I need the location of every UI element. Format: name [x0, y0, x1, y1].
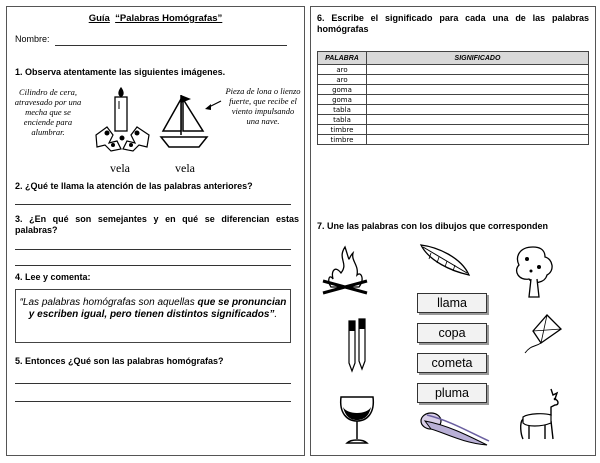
- question-3: 3. ¿En qué son semejantes y en qué se diferencian estas palabras?: [15, 214, 299, 235]
- answer-line-3a[interactable]: [15, 249, 291, 250]
- title-prefix: Guía: [88, 13, 110, 24]
- table-row: [318, 105, 589, 115]
- table-word: tabla: [318, 105, 367, 115]
- word-card-llama[interactable]: llama: [417, 293, 487, 313]
- question-6: 6. Escribe el significado para cada una de las palabras homógrafas: [317, 13, 589, 34]
- table-row: [318, 65, 589, 75]
- meaning-table: [317, 51, 589, 145]
- table-word: goma: [318, 95, 367, 105]
- answer-line-3b[interactable]: [15, 265, 291, 266]
- kite-icon[interactable]: [519, 311, 565, 357]
- meaning-cell[interactable]: [367, 135, 589, 145]
- table-row: [318, 75, 589, 85]
- table-header-word: PALABRA: [318, 52, 367, 65]
- table-word: tabla: [318, 115, 367, 125]
- table-word: timbre: [318, 125, 367, 135]
- table-word: timbre: [318, 135, 367, 145]
- llama-icon[interactable]: [511, 385, 567, 443]
- meaning-cell[interactable]: [367, 75, 589, 85]
- title-text: “Palabras Homógrafas”: [115, 13, 223, 24]
- question-7: 7. Une las palabras con los dibujos que corresponden: [317, 221, 549, 231]
- question-5: 5. Entonces ¿Qué son las palabras homógrafas?: [15, 356, 224, 366]
- worksheet-right-panel: [310, 6, 596, 456]
- table-row: [318, 115, 589, 125]
- table-row: [318, 95, 589, 105]
- table-row: [318, 125, 589, 135]
- table-word: aro: [318, 65, 367, 75]
- meaning-cell[interactable]: [367, 115, 589, 125]
- quote-part-b: que se pronuncian y escriben igual, pero tienen distintos significados”: [28, 297, 287, 320]
- word-boat: vela: [175, 161, 195, 175]
- campfire-icon[interactable]: [319, 243, 371, 295]
- note-boat: Pieza de lona o lienzo fuerte, que recibe el viento impulsando una nave.: [225, 86, 301, 126]
- name-label: Nombre:: [15, 34, 50, 44]
- meaning-cell[interactable]: [367, 105, 589, 115]
- arrow-icon: [203, 99, 223, 111]
- question-4: 4. Lee y comenta:: [15, 272, 91, 282]
- table-header-meaning: SIGNIFICADO: [367, 52, 589, 65]
- pens-icon[interactable]: [343, 317, 371, 375]
- word-candle: vela: [110, 161, 130, 175]
- question-1: 1. Observa atentamente las siguientes imágenes.: [15, 67, 226, 77]
- word-card-copa[interactable]: copa: [417, 323, 487, 343]
- note-candle: Cilindro de cera, atravesado por una mecha que se enciende para alumbrar.: [14, 87, 82, 137]
- word-card-pluma[interactable]: pluma: [417, 383, 487, 403]
- meaning-cell[interactable]: [367, 85, 589, 95]
- name-input-line[interactable]: [55, 45, 287, 46]
- comet-icon[interactable]: [417, 409, 491, 449]
- answer-line-5a[interactable]: [15, 383, 291, 384]
- word-card-cometa[interactable]: cometa: [417, 353, 487, 373]
- meaning-cell[interactable]: [367, 125, 589, 135]
- feather-icon[interactable]: [417, 241, 473, 281]
- table-row: [318, 135, 589, 145]
- table-word: goma: [318, 85, 367, 95]
- meaning-cell[interactable]: [367, 65, 589, 75]
- table-word: aro: [318, 75, 367, 85]
- meaning-cell[interactable]: [367, 95, 589, 105]
- wine-glass-icon[interactable]: [335, 393, 379, 447]
- answer-line-5b[interactable]: [15, 401, 291, 402]
- table-row: [318, 85, 589, 95]
- worksheet-left-panel: [6, 6, 305, 456]
- candle-illustration: [91, 83, 153, 165]
- definition-quote-box: [15, 289, 291, 343]
- quote-part-c: .: [274, 309, 278, 320]
- answer-line-2[interactable]: [15, 204, 291, 205]
- question-2: 2. ¿Qué te llama la atención de las palabras anteriores?: [15, 181, 253, 191]
- quote-part-a: “Las palabras homógrafas son aquellas: [19, 297, 198, 308]
- worksheet-title: [7, 13, 304, 24]
- tree-icon[interactable]: [511, 243, 555, 301]
